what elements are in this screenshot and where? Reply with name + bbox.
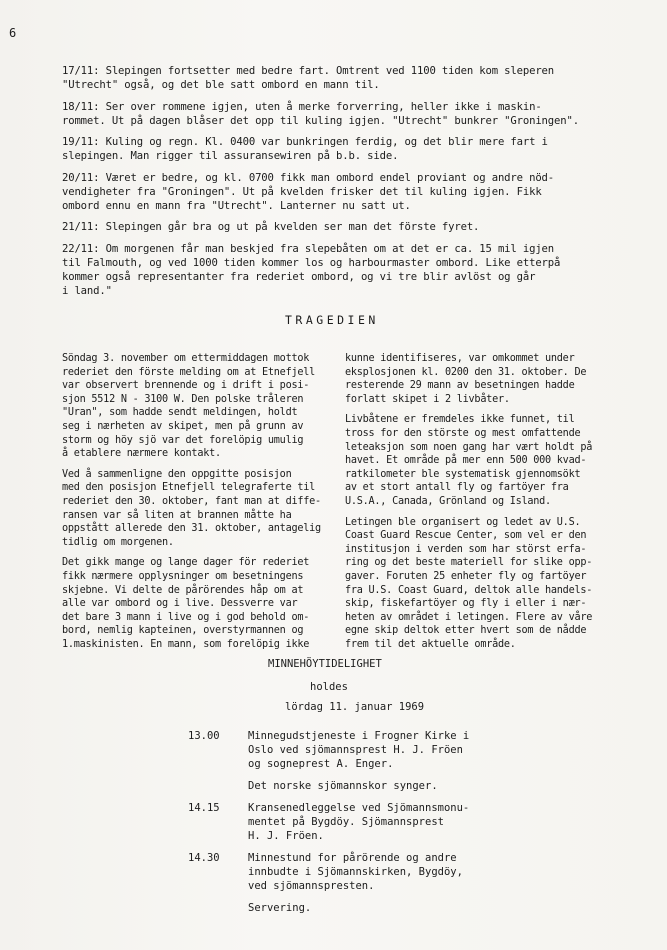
left-column bbox=[62, 352, 334, 658]
diary-entry: 22/11: Om morgenen får man beskjed fra slepebåten om at det er ca. 15 mil igjen til Falmouth, og ved 1000 tiden kommer los og harbourmaster ombord. Like etterpå kommer også representanter fra rederiet ombord, og vi tre blir avlöst og går i land." bbox=[62, 242, 561, 297]
diary-entry: 20/11: Været er bedre, og kl. 0700 fikk man ombord endel proviant og andre nöd- vendigheter fra "Groningen". Ut på kvelden frisker det til kuling igjen. Fikk ombord ennu en mann fra "Utrecht". Lanterner nu satt ut. bbox=[62, 171, 555, 212]
memorial-holdes: holdes bbox=[310, 681, 348, 693]
program-item bbox=[188, 729, 568, 771]
diary-entries bbox=[62, 64, 622, 305]
program-time: 14.15 bbox=[188, 802, 220, 814]
paragraph: Livbåtene er fremdeles ikke funnet, til tross for den störste og mest omfattende leteaksjon som noen gang har vært holdt på havet. Et område på mer enn 500 000 kvad- ratkilometer ble systematisk gjennomsökt av et stort antall fly og fartöyer fra U.S.A., Canada, Grönland og Island. bbox=[345, 414, 593, 507]
diary-entry: 21/11: Slepingen går bra og ut på kvelden ser man det förste fyret. bbox=[62, 221, 480, 233]
diary-entry: 18/11: Ser over rommene igjen, uten å merke forverring, heller ikke i maskin- rommet. Ut på dagen blåser det opp til kuling igjen. "Utrecht" bunkrer "Groningen". bbox=[62, 100, 579, 127]
program-text: Minnestund for pårörende og andre innbudte i Sjömannskirken, Bygdöy, ved sjömannspresten. bbox=[248, 852, 463, 892]
right-column bbox=[345, 352, 617, 658]
page-number: 6 bbox=[9, 26, 17, 40]
program-time: 14.30 bbox=[188, 852, 220, 864]
program-note: Det norske sjömannskor synger. bbox=[248, 780, 438, 792]
program-text: Kransenedleggelse ved Sjömannsmonu- mentet på Bygdöy. Sjömannsprest H. J. Fröen. bbox=[248, 802, 470, 842]
memorial-date: lördag 11. januar 1969 bbox=[285, 701, 425, 713]
paragraph: kunne identifiseres, var omkommet under eksplosjonen kl. 0200 den 31. oktober. De resterende 29 mann av besetningen hadde forlatt skipet i 2 livbåter. bbox=[345, 353, 587, 405]
diary-entry: 17/11: Slepingen fortsetter med bedre fart. Omtrent ved 1100 tiden kom sleperen "Utrecht" også, og det ble satt ombord en mann til. bbox=[62, 65, 555, 91]
program-item bbox=[188, 851, 568, 893]
program-text: Minnegudstjeneste i Frogner Kirke i Oslo ved sjömannsprest H. J. Fröen og sogneprest A. Enger. bbox=[248, 730, 470, 770]
section-heading: TRAGEDIEN bbox=[285, 313, 379, 327]
program-item bbox=[188, 801, 568, 843]
program-time: 13.00 bbox=[188, 730, 220, 742]
diary-entry: 19/11: Kuling og regn. Kl. 0400 var bunkringen ferdig, og det blir mere fart i slepingen. Man rigger til assuransewiren på b.b. side. bbox=[62, 136, 548, 162]
program-note: Servering. bbox=[248, 902, 312, 914]
memorial-title: MINNEHÖYTIDELIGHET bbox=[268, 658, 382, 670]
memorial-program bbox=[188, 729, 568, 923]
paragraph: Söndag 3. november om ettermiddagen mottok rederiet den förste melding om at Etnefjell var observert brennende og i drift i posi- sjon 5512 N - 3100 W. Den polske tråleren "Uran", som hadde sendt meldingen, holdt seg i nærheten av skipet, men på grunn av storm og höy sjö var det forelöpig umulig å etablere nærmere kontakt. bbox=[62, 353, 315, 460]
paragraph: Ved å sammenligne den oppgitte posisjon med den posisjon Etnefjell telegraferte til rederiet den 30. oktober, fant man at diffe- ransen var så liten at brannen måtte ha oppstått allerede den 31. oktober, antagelig tidlig om morgenen. bbox=[62, 468, 321, 548]
paragraph: Det gikk mange og lange dager för rederiet fikk nærmere opplysninger om besetningens skjebne. Vi delte de pårörendes håp om at alle var ombord og i live. Dessverre var det bare 3 mann i live og i god behold om- bord, nemlig kapteinen, overstyrmannen og 1.maskinisten. En mann, som forelöpig ikke bbox=[62, 557, 310, 650]
paragraph: Letingen ble organisert og ledet av U.S. Coast Guard Rescue Center, som vel er den institusjon i verden som har störst erfa- ring og det beste materiell for slike opp- gaver. Foruten 25 enheter fly og fartöyer fra U.S. Coast Guard, deltok alle handels- skip, fiskefartöyer og fly i eller i nær- heten av området i letingen. Flere av våre egne skip deltok etter hvert som de nådde frem til det aktuelle område. bbox=[345, 516, 593, 650]
